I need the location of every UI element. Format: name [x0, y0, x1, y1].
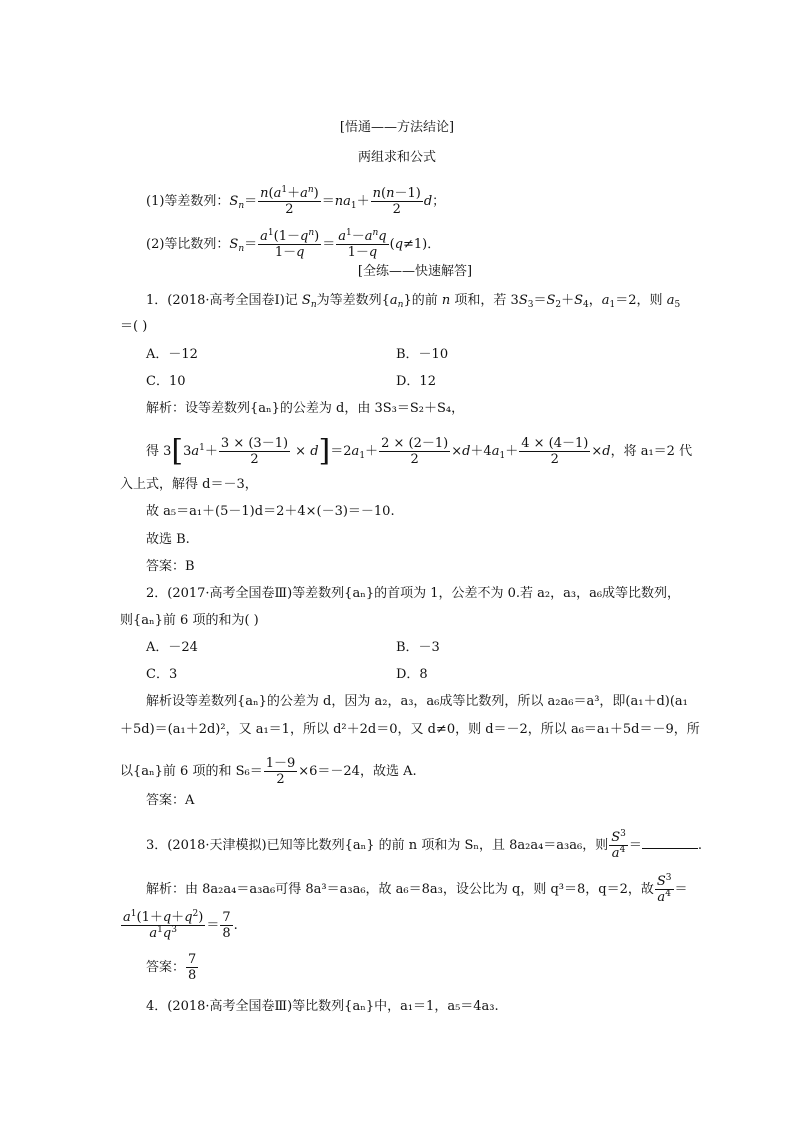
q1-solution-line2-prefix: 得 3	[146, 444, 172, 459]
q1-option-b: B．－10	[396, 347, 449, 362]
q3-answer-label: 答案：	[146, 960, 186, 975]
method-conclusion-heading: [悟通——方法结论]	[339, 120, 455, 135]
q1-solution-line2-suffix: ，将 a₁＝2 代	[610, 444, 693, 459]
q1-stem-part-c: }的前	[403, 293, 438, 308]
q1-solution-line1: 解析：设等差数列{aₙ}的公差为 d，由 3S₃＝S₂＋S₄，	[146, 401, 465, 416]
q2-stem-line1: 2．(2017·高考全国卷Ⅲ)等差数列{aₙ}的首项为 1，公差不为 0.若 a₂，a₃，a₆成等比数列，	[146, 586, 681, 601]
q1-solution-line5: 故选 B.	[146, 532, 190, 547]
q1-solution-line2: 得 $3[3a^1+$ $\frac{3 \times (3-1)}{2}$ × $d]=2a_1+$ $\frac{2 \times (2-1)}{2}$ $\times d+4a_1+$ $\frac{4 \times (4-1)}{2}$ ×d，将 a₁＝2 代	[146, 433, 693, 469]
q1-stem-part-b: 为等差数列{	[316, 293, 390, 308]
q3-stem-text: 3．(2018·天津模拟)已知等比数列{aₙ} 的前 n 项和为 Sₙ，且 8a₂a₄＝a₃a₆，则	[146, 838, 609, 853]
q1-answer-bracket: ＝( )	[120, 319, 148, 334]
formula-2-label: (2)等比数列：	[146, 237, 230, 252]
q1-solution-line4: 故 a₅＝a₁＋(5－1)d＝2＋4×(－3)＝－10.	[146, 504, 395, 519]
q1-answer: 答案：B	[146, 559, 195, 574]
q3-solution-line2: $\frac{a^1(1+q+q^2)}{a^1q^3}$ ＝ $\frac{7}{8}$ .	[123, 909, 238, 941]
q2-solution-line3: 以{aₙ}前 6 项的和 S₆＝ $\frac{1-9}{2}$ ×6＝－24，故选 A.	[120, 756, 417, 787]
q1-stem-part-e: ，	[588, 293, 602, 308]
q1-option-a: A．－12	[146, 347, 198, 362]
quick-drill-heading: [全练——快速解答]	[357, 264, 473, 279]
q3-answer-blank[interactable]	[642, 836, 698, 849]
q3-solution-text: 解析：由 8a₂a₄＝a₃a₆可得 8a³＝a₃a₆，故 a₆＝8a₃，设公比为 q，则 q³＝8，q＝2，故	[146, 882, 654, 897]
q2-option-b: B．－3	[396, 640, 440, 655]
geometric-sum-formula: (2)等比数列：$S_n=$ $\frac{a^1(1-q^n)}{1-q}$ ＝ $a^1-a^nq$ 1－q (q≠1)．	[146, 228, 441, 260]
q2-option-a: A．－24	[146, 640, 198, 655]
q2-solution-line3-suffix: ×6＝－24，故选 A.	[298, 764, 417, 779]
formula-1-label: (1)等差数列：	[146, 194, 230, 209]
q2-solution-line3-prefix: 以{aₙ}前 6 项的和 S₆＝	[120, 764, 263, 779]
q4-stem: 4．(2018·高考全国卷Ⅲ)等比数列{aₙ}中，a₁＝1，a₅＝4a₃.	[146, 999, 499, 1014]
arithmetic-sum-formula: (1)等差数列：$S_n=$ $\frac{n(a^1+a^n)}{2}$ $=na_1+$ $\frac{n(n-1)}{2}$ d；	[146, 185, 446, 217]
formula-heading: 两组求和公式	[357, 150, 436, 165]
q2-solution-line1: 解析设等差数列{aₙ}的公差为 d，因为 a₂，a₃，a₆成等比数列，所以 a₂a₆＝a³，即(a₁＋d)(a₁	[146, 694, 688, 709]
q1-stem-line1: 1．(2018·高考全国卷Ⅰ)记 $S_n$为等差数列$\{a_n\}$的前 n 项和，若 $3S_3=S_2+S_4$，$a_1=2$，则 $a_5$	[146, 293, 681, 310]
q1-stem-part-f: ＝2，则	[615, 293, 663, 308]
q3-answer: 答案： $\frac{7}{8}$	[146, 952, 197, 983]
q1-solution-line3: 入上式，解得 d＝－3，	[120, 477, 258, 492]
q2-stem-line2: 则{aₙ}前 6 项的和为( )	[120, 613, 259, 628]
q2-answer: 答案：A	[146, 793, 195, 808]
q1-stem-line2	[120, 318, 147, 336]
q1-stem-part-d: 项和，若 3	[454, 293, 519, 308]
q2-option-c: C．3	[146, 667, 178, 682]
q3-solution-line1: 解析：由 8a₂a₄＝a₃a₆可得 8a³＝a₃a₆，故 a₆＝8a₃，设公比为 q，则 q³＝8，q＝2，故 $\frac{S^3}{a^4}$ ＝	[146, 873, 688, 905]
q1-option-d: D．12	[396, 374, 436, 389]
q3-stem: 3．(2018·天津模拟)已知等比数列{aₙ} 的前 n 项和为 Sₙ，且 8a₂a₄＝a₃a₆，则 $\frac{S^3}{a^4}$ ＝ .	[146, 829, 703, 861]
q2-option-d: D．8	[396, 667, 428, 682]
q1-option-c: C．10	[146, 374, 186, 389]
q1-stem-part-a: 1．(2018·高考全国卷Ⅰ)记	[146, 293, 298, 308]
q2-solution-line2: ＋5d)＝(a₁＋2d)²，又 a₁＝1，所以 d²＋2d＝0，又 d≠0，则 d＝－2，所以 a₆＝a₁＋5d＝－9，所	[120, 722, 700, 737]
